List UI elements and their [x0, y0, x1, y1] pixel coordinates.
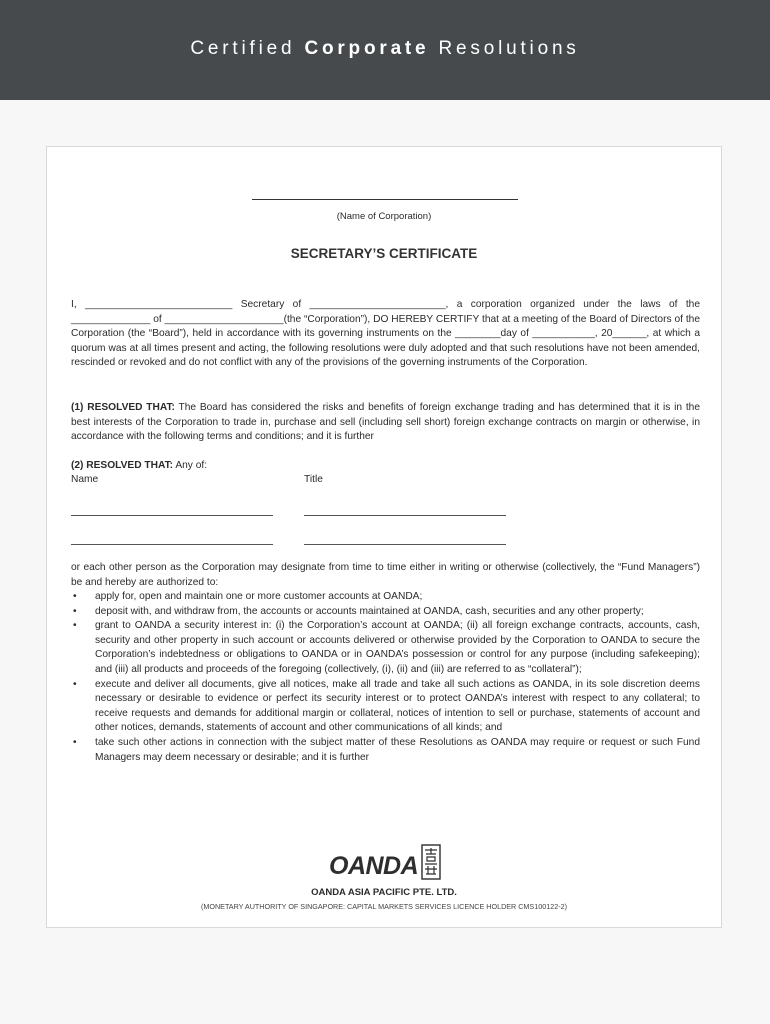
list-item: • execute and deliver all documents, give all notices, make all trade and take all such actions as OANDA, in its sole discretion deems necessary or desirable to evidence or perfect its security interest or to protect OANDA’s interest with respect to any collateral; to receive requests and demands for additional margin or collateral, notices of intention to sell or purchase, statements of account and other notices, demands, statements of account and other communications of all kinds; and [73, 678, 700, 734]
list-item: • apply for, open and maintain one or more customer accounts at OANDA; [73, 591, 423, 602]
name-line-2 [71, 544, 273, 545]
title-bold: Corporate [304, 38, 430, 59]
logo-text: OANDA [329, 852, 419, 880]
name-line-1 [71, 515, 273, 516]
list-item: • deposit with, and withdraw from, the accounts or accounts maintained at OANDA, cash, securities and any other property; [73, 605, 644, 617]
header-banner [0, 0, 770, 100]
resolution-2-text: Any of: [175, 460, 208, 471]
title-part2: Resolutions [438, 38, 580, 59]
oanda-logo [329, 844, 441, 884]
page-title [0, 38, 770, 60]
resolution-1-text: The Board has considered the risks and benefits of foreign exchange trading and has determined that it is in the best interests of the Corporation to trade in, purchase and sell (including sell short) foreign exchange contracts on margin or otherwise, in accordance with the following terms and conditions; and it is further [71, 402, 700, 443]
title-part1: Certified [190, 38, 296, 59]
certificate-title: SECRETARY’S CERTIFICATE [290, 246, 478, 261]
name-column-header: Name [71, 474, 99, 485]
document-page [46, 146, 722, 928]
fund-managers-paragraph: or each other person as the Corporation may designate from time to time either in writing or otherwise (collectively, the “Fund Managers”) be and hereby are authorized to: [71, 562, 700, 588]
company-name: OANDA ASIA PACIFIC PTE. LTD. [311, 887, 457, 898]
resolution-1-label: (1) RESOLVED THAT: [71, 402, 175, 413]
intro-paragraph: I, __________________________ Secretary of ________________________, a corporation organized under the laws of the ______________ of _____________________(the “Corporation”), DO HEREBY CERTIFY that at a meeting of the Board of Directors of the Corporation (the “Board”), held in accordance with its governing instruments on the ________day of ___________, 20______, at which a quorum was at all times present and acting, the following resolutions were duly adopted and that such resolutions have not been amended, rescinded or revoked and do not conflict with any of the provisions of the governing instruments of the Corporation. [71, 299, 700, 369]
list-item: • take such other actions in connection with the subject matter of these Resolutions as OANDA may require or request or such Fund Managers may deem necessary or desirable; and it is further [73, 736, 700, 763]
list-item: • grant to OANDA a security interest in: (i) the Corporation’s account at OANDA; (ii) all foreign exchange contracts, accounts, cash, security and other property in such account or accounts delivered or otherwise provided by the Corporation to OANDA to secure the Corporation’s indebtedness or obligations to OANDA or in OANDA’s possession or control for any purpose (including safekeeping); and (iii) all products and proceeds of the foregoing (collectively, (i), (ii) and (iii) are referred to as “collateral”); [73, 620, 700, 675]
authorization-list [71, 590, 700, 765]
title-line-2 [304, 544, 506, 545]
resolution-2 [71, 460, 207, 471]
corporation-name-line [252, 199, 518, 200]
corporation-name-label: (Name of Corporation) [336, 211, 432, 222]
title-line-1 [304, 515, 506, 516]
resolution-2-label: (2) RESOLVED THAT: [71, 460, 174, 471]
resolution-1 [71, 401, 700, 445]
title-column-header: Title [304, 474, 323, 485]
chinese-seal-icon [421, 844, 441, 880]
licence-text: (MONETARY AUTHORITY OF SINGAPORE: CAPITAL MARKETS SERVICES LICENCE HOLDER CMS100122-2) [201, 902, 567, 911]
